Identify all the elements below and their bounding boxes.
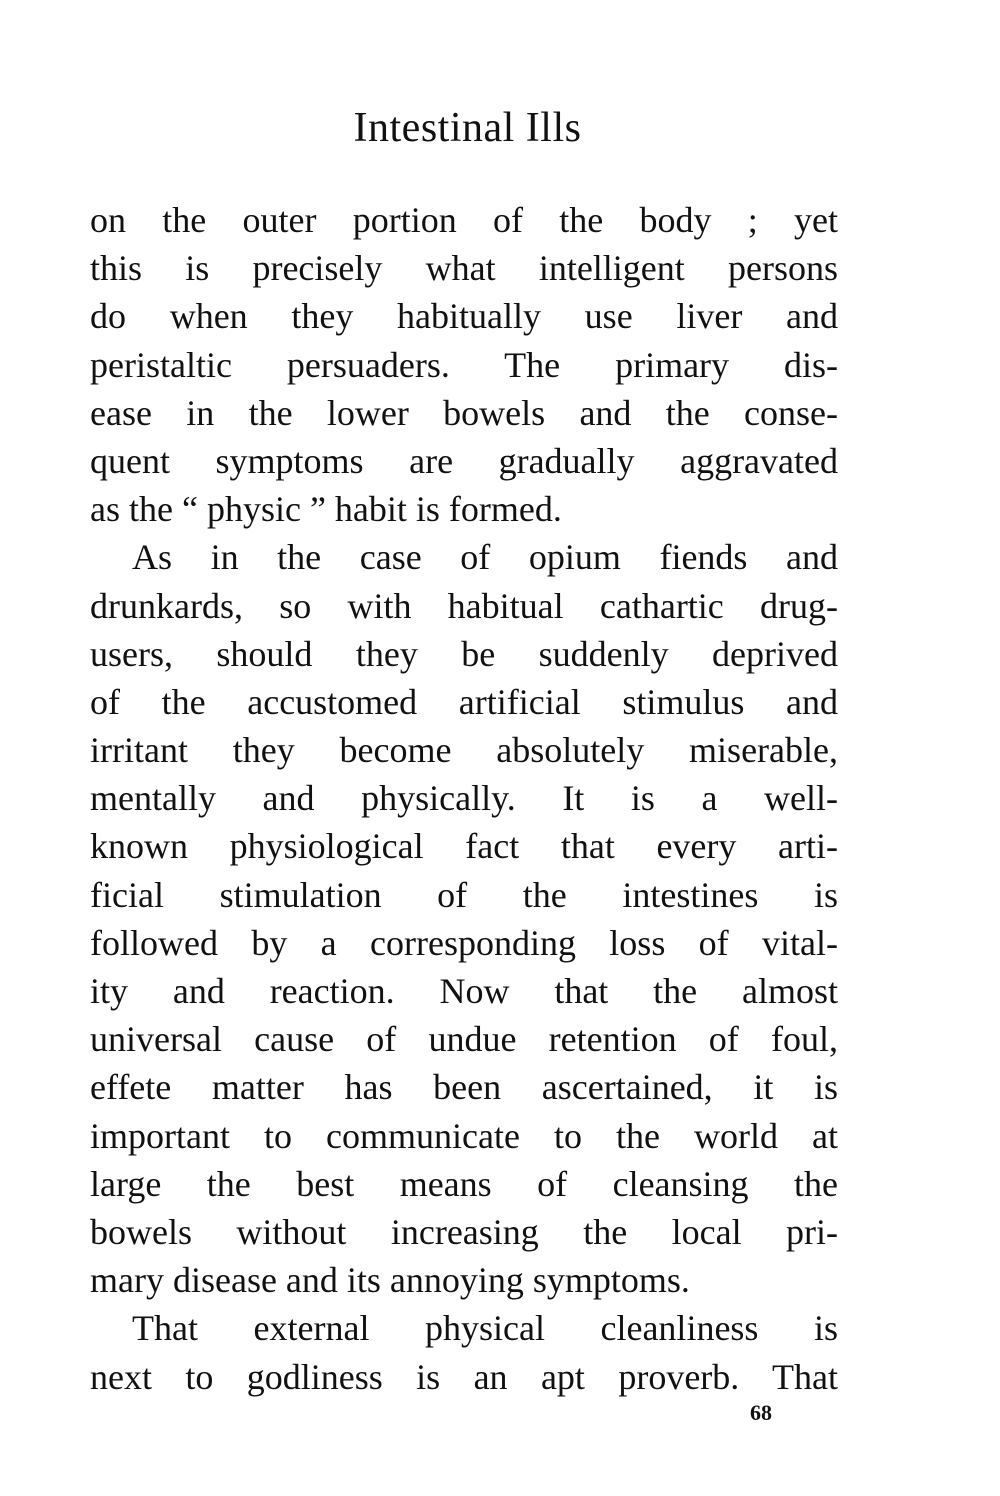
text-line: next to godliness is an apt proverb. That	[90, 1356, 838, 1397]
text-line: known physiological fact that every arti-	[90, 826, 838, 867]
text-line: as the “ physic ” habit is formed.	[90, 489, 562, 530]
text-line: drunkards, so with habitual cathartic drug-	[90, 585, 838, 626]
text-line: irritant they become absolutely miserable,	[90, 730, 838, 771]
text-line: ity and reaction. Now that the almost	[90, 971, 838, 1011]
text-line: mary disease and its annoying symptoms.	[90, 1260, 690, 1301]
text-line: universal cause of undue retention of foul,	[90, 1019, 838, 1060]
text-line: followed by a corresponding loss of vital-	[90, 922, 838, 963]
text-line: quent symptoms are gradually aggravated	[90, 440, 838, 481]
paragraph	[90, 196, 838, 533]
text-line: effete matter has been ascertained, it is	[90, 1067, 838, 1108]
text-line: on the outer portion of the body ; yet	[90, 200, 838, 240]
text-line: As in the case of opium fiends and	[132, 537, 838, 578]
text-line: That external physical cleanliness is	[132, 1308, 838, 1349]
paragraph	[90, 533, 838, 1304]
text-line: important to communicate to the world at	[90, 1115, 838, 1156]
text-line: ease in the lower bowels and the conse-	[90, 392, 838, 433]
text-line: peristaltic persuaders. The primary dis-	[90, 344, 838, 385]
text-line: large the best means of cleansing the	[90, 1163, 838, 1204]
text-line: users, should they be suddenly deprived	[90, 633, 838, 674]
paragraph	[90, 1304, 838, 1400]
page-number: 68	[750, 1400, 772, 1425]
text-line: of the accustomed artificial stimulus and	[90, 681, 838, 722]
text-line: mentally and physically. It is a well-	[90, 778, 838, 819]
body-text	[90, 196, 838, 1401]
text-line: this is precisely what intelligent persons	[90, 248, 838, 289]
text-line: do when they habitually use liver and	[90, 296, 838, 337]
text-line: ficial stimulation of the intestines is	[90, 874, 838, 915]
running-head: Intestinal Ills	[353, 105, 582, 151]
text-line: bowels without increasing the local pri-	[90, 1211, 838, 1252]
